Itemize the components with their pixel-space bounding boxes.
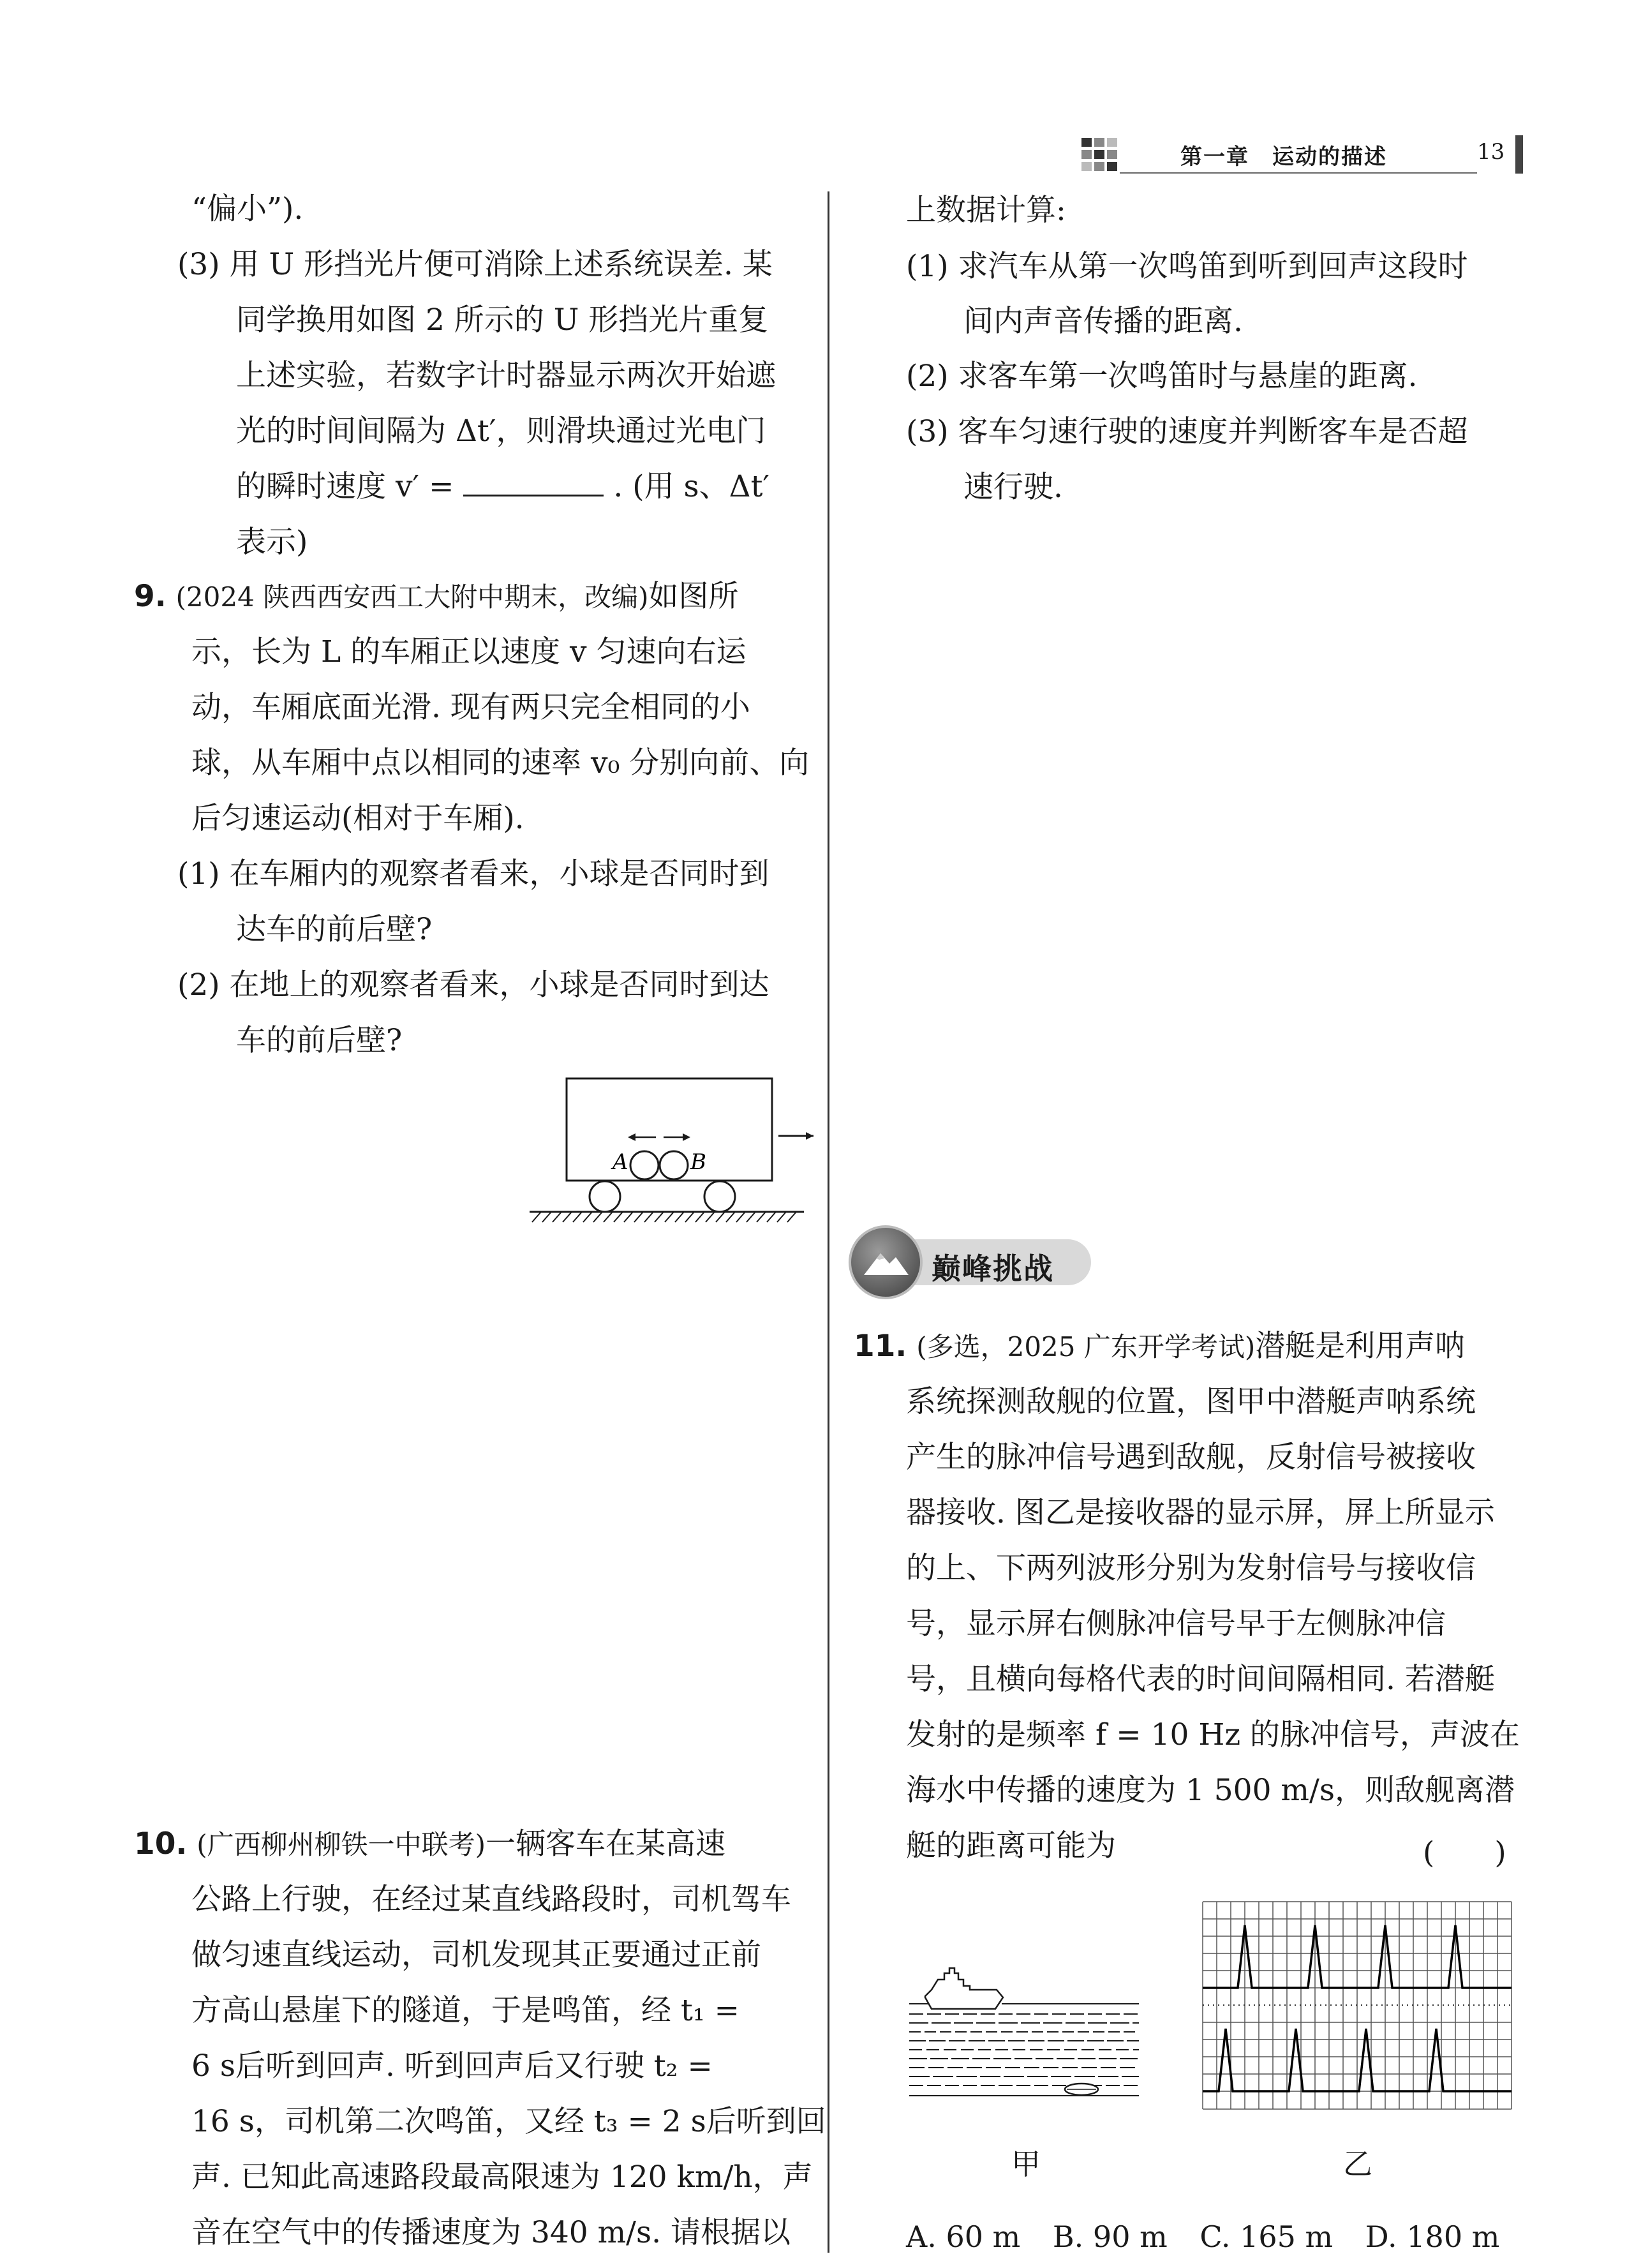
q9-text-line: 达车的前后壁? [236, 912, 433, 947]
q8-text-line: 光的时间间隔为 Δt′，则滑块通过光电门 [236, 414, 766, 449]
q10-sub-question: (3) 客车匀速行驶的速度并判断客车是否超 [906, 414, 1468, 449]
page-number: 13 [1477, 139, 1505, 165]
q8-text-fragment: 的瞬时速度 v′ = [236, 469, 454, 504]
q9-text-fragment: 如图所 [648, 579, 739, 614]
ball-a [630, 1151, 658, 1179]
answer-blank[interactable] [463, 469, 604, 496]
mountain-icon [849, 1225, 923, 1299]
option-b[interactable]: B. 90 m [1052, 2220, 1168, 2254]
option-a[interactable]: A. 60 m [906, 2220, 1021, 2254]
figure-jia-sea [906, 1940, 1142, 2106]
q10-sub-question: (2) 求客车第一次鸣笛时与悬崖的距离. [906, 359, 1418, 394]
q8-text-fragment: . (用 s、Δt′ [613, 469, 770, 504]
label-a: A [613, 1149, 628, 1175]
ball-b [660, 1151, 688, 1179]
figure-jia-caption: 甲 [1011, 2147, 1041, 2181]
q11-text-line: 系统探测敌舰的位置，图甲中潜艇声呐系统 [906, 1384, 1476, 1419]
q11-text-line: 的上、下两列波形分别为发射信号与接收信 [906, 1551, 1476, 1586]
q11-text-line: 号，且横向每格代表的时间间隔相同. 若潜艇 [906, 1662, 1495, 1697]
q9-text-line: 车的前后壁? [236, 1023, 403, 1058]
q10-sub-question: (1) 求汽车从第一次鸣笛到听到回声这段时 [906, 249, 1468, 284]
question-source: (2024 陕西西安西工大附中期末，改编) [175, 581, 649, 613]
label-b: B [690, 1149, 706, 1175]
q10-text-line: 方高山悬崖下的隧道，于是鸣笛，经 t₁ = [191, 1993, 739, 2028]
section-title: 巅峰挑战 [932, 1251, 1054, 1286]
q9-text-line: 球，从车厢中点以相同的速率 v₀ 分别向前、向 [191, 745, 810, 780]
q10-text-line: 公路上行驶，在经过某直线路段时，司机驾车 [191, 1882, 791, 1917]
question-source: (广西柳州柳铁一中联考) [197, 1829, 486, 1860]
q10-text-line: 间内声音传播的距离. [963, 304, 1243, 339]
wheel-right [704, 1181, 735, 1212]
q10-text-line: 速行驶. [963, 470, 1063, 505]
q11-text-line: 发射的是频率 f = 10 Hz 的脉冲信号，声波在 [906, 1717, 1520, 1752]
wheel-left [590, 1181, 620, 1212]
q9-sub-question: (1) 在车厢内的观察者看来，小球是否同时到 [177, 856, 769, 892]
q9-sub-question: (2) 在地上的观察者看来，小球是否同时到达 [177, 967, 769, 1003]
figure-yi-caption: 乙 [1343, 2147, 1372, 2181]
q10-text-line: 上数据计算: [906, 193, 1066, 228]
q8-text-line: 上述实验，若数字计时器显示两次开始遮 [236, 358, 776, 393]
q8-text-line: 表示) [236, 525, 308, 560]
sea-waves [909, 2004, 1139, 2096]
q11-text-fragment: 潜艇是利用声呐 [1255, 1329, 1466, 1364]
q10-text-line: 声. 已知此高速路段最高限速为 120 km/h，声 [191, 2160, 813, 2195]
question-number: 9. [134, 579, 167, 614]
section-badge [849, 1225, 1097, 1299]
answer-parentheses[interactable]: ( ) [1423, 1835, 1506, 1870]
column-divider [828, 191, 829, 2253]
q10-text-line: 做匀速直线运动，司机发现其正要通过正前 [191, 1937, 761, 1973]
figure-yi-display [1200, 1899, 1519, 2112]
train-car-figure [523, 1066, 817, 1225]
q11-text-line: 号，显示屏右侧脉冲信号早于左侧脉冲信 [906, 1606, 1446, 1641]
ground-hatch [532, 1212, 796, 1222]
option-d[interactable]: D. 180 m [1365, 2220, 1500, 2254]
question-source: (多选，2025 广东开学考试) [916, 1331, 1256, 1362]
q11-first-line [854, 1327, 1465, 1366]
q9-text-line: 示，长为 L 的车厢正以速度 v 匀速向右运 [191, 634, 747, 669]
ship-icon [925, 1968, 1003, 2009]
q10-first-line [134, 1825, 725, 1864]
q11-text-line: 产生的脉冲信号遇到敌舰，反射信号被接收 [906, 1440, 1476, 1475]
q8-text-line: 同学换用如图 2 所示的 U 形挡光片重复 [236, 302, 769, 338]
page-header [1081, 135, 1528, 174]
header-rule [1120, 172, 1477, 174]
q11-text-line: 器接收. 图乙是接收器的显示屏，屏上所显示 [906, 1495, 1495, 1530]
answer-options [906, 2220, 1522, 2254]
q9-text-line: 动，车厢底面光滑. 现有两只完全相同的小 [191, 690, 750, 725]
q9-first-line [134, 578, 739, 616]
question-number: 11. [854, 1329, 907, 1364]
q8-text-line [236, 468, 769, 506]
q11-text-line: 艇的距离可能为 [906, 1828, 1116, 1863]
q10-text-line: 6 s后听到回声. 听到回声后又行驶 t₂ = [191, 2048, 713, 2084]
chapter-title: 第一章 运动的描述 [1180, 144, 1387, 170]
q8-text-line: “偏小”). [191, 191, 304, 227]
q11-text-line: 海水中传播的速度为 1 500 m/s，则敌舰离潜 [906, 1773, 1515, 1808]
header-bar [1515, 135, 1523, 174]
q8-text-line: (3) 用 U 形挡光片便可消除上述系统误差. 某 [177, 247, 773, 282]
q10-text-line: 16 s，司机第二次鸣笛，又经 t₃ = 2 s后听到回 [191, 2104, 826, 2139]
question-number: 10. [134, 1826, 188, 1861]
q10-text-line: 音在空气中的传播速度为 340 m/s. 请根据以 [191, 2215, 791, 2250]
option-c[interactable]: C. 165 m [1200, 2220, 1334, 2254]
car-body [567, 1078, 772, 1181]
ball-b-arrow-head [683, 1133, 690, 1141]
q9-text-line: 后匀速运动(相对于车厢). [191, 801, 524, 836]
chapter-grid-icon [1081, 138, 1117, 171]
q10-text-fragment: 一辆客车在某高速 [486, 1826, 725, 1861]
velocity-arrow-head [806, 1132, 814, 1140]
ball-a-arrow-head [628, 1133, 635, 1141]
